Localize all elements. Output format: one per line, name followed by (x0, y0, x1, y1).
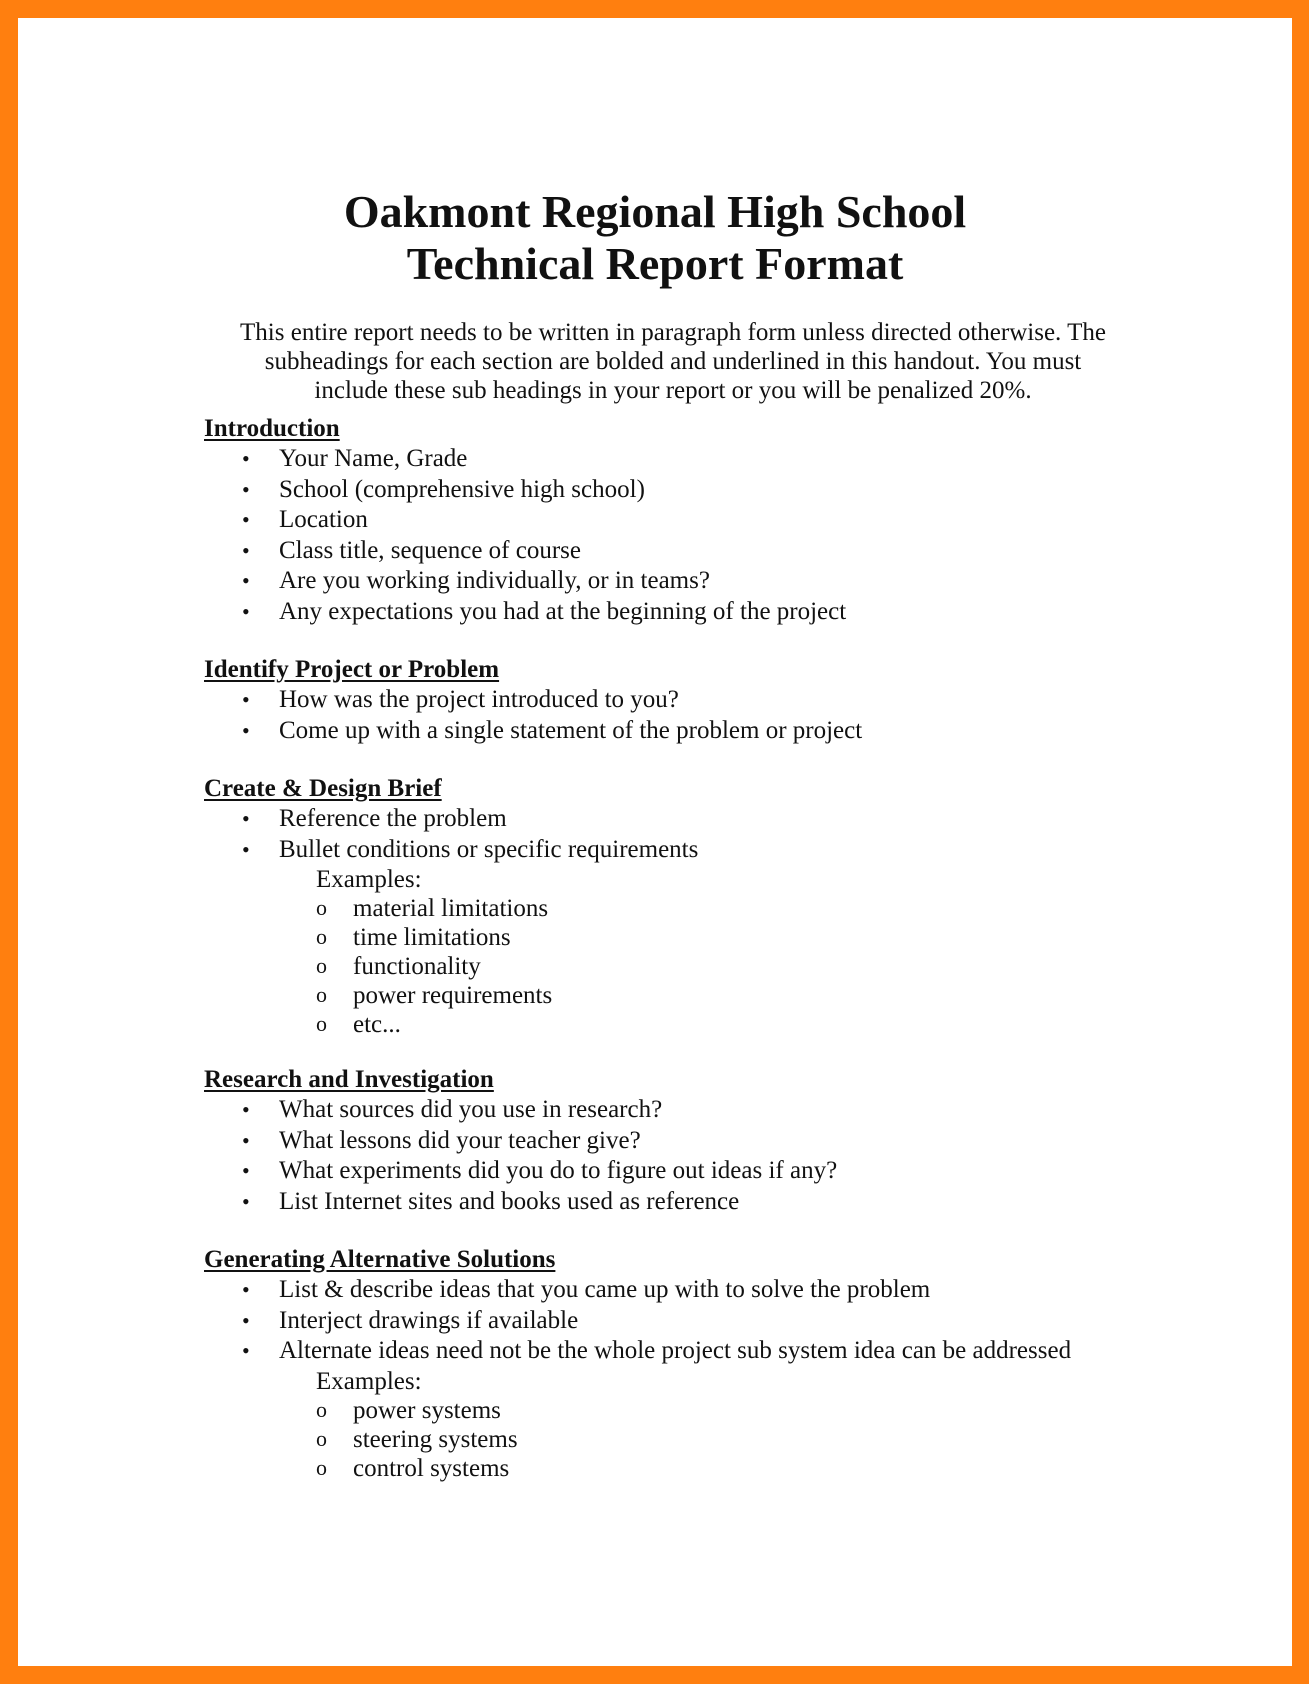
list-item (204, 444, 1204, 475)
list-item (204, 566, 1204, 597)
list-item (204, 804, 1204, 835)
section-heading: Create & Design Brief (204, 775, 442, 802)
list-item-text: Come up with a single statement of the problem or project (279, 716, 863, 744)
section-research (204, 1065, 1204, 1217)
examples-label: Examples: (316, 866, 422, 893)
list-item (204, 475, 1204, 506)
list-item-text: Are you working individually, or in teams? (279, 567, 710, 594)
list-item (204, 1126, 1204, 1157)
list-item-text: Location (279, 506, 368, 533)
list-item-text: List & describe ideas that you came up with to solve the problem (279, 1276, 931, 1303)
intro-line: This entire report needs to be written in paragraph form unless directed otherwise. The (240, 319, 1106, 346)
sub-list-item (204, 1396, 1204, 1425)
sub-list-item-text: steering systems (353, 1425, 518, 1453)
list-item (204, 1156, 1204, 1187)
section-alternative-solutions (204, 1245, 1204, 1483)
list-item-text: Bullet conditions or specific requirements (279, 835, 699, 863)
sub-list-item (204, 894, 1204, 923)
circle-bullet-icon: o (316, 982, 327, 1007)
section-heading: Generating Alternative Solutions (204, 1246, 556, 1273)
intro-line: subheadings for each section are bolded and underlined in this handout. You must (264, 348, 1082, 375)
list-item-text: School (comprehensive high school) (279, 475, 645, 503)
list-item (204, 1187, 1204, 1218)
list-item-text: Alternate ideas need not be the whole project sub system idea can be addressed (279, 1337, 1072, 1364)
bullet-icon: • (242, 537, 250, 563)
list-item (204, 597, 1204, 628)
section-identify-project (204, 655, 1204, 746)
list-item-text: What experiments did you do to figure out ideas if any? (279, 1157, 838, 1184)
bullet-icon: • (242, 1158, 250, 1183)
bullet-icon: • (242, 1127, 250, 1153)
examples-label: Examples: (316, 1367, 422, 1395)
section-introduction (204, 414, 1204, 627)
bullet-icon: • (242, 836, 250, 862)
list-item-text: Interject drawings if available (279, 1306, 579, 1334)
title-line-format: Technical Report Format (406, 238, 904, 289)
list-item (204, 835, 1204, 866)
circle-bullet-icon: o (316, 1425, 327, 1451)
sub-list-item-text: etc... (353, 1011, 401, 1038)
list-item (204, 1095, 1204, 1126)
bullet-icon: • (242, 687, 250, 712)
list-item-text: Your Name, Grade (279, 445, 468, 472)
bullet-icon: • (242, 446, 250, 471)
circle-bullet-icon: o (316, 924, 327, 949)
bullet-icon: • (242, 568, 250, 593)
bullet-icon: • (242, 1097, 250, 1122)
section-heading: Introduction (204, 415, 340, 442)
sub-list-item (204, 1454, 1204, 1483)
list-item-text: Class title, sequence of course (279, 536, 581, 564)
list-item (204, 505, 1204, 536)
circle-bullet-icon: o (316, 1011, 327, 1036)
list-item (204, 1306, 1204, 1337)
bullet-icon: • (242, 507, 250, 532)
list-item-text: Reference the problem (279, 805, 507, 832)
list-item (204, 716, 1204, 747)
list-item-text: List Internet sites and books used as reference (279, 1187, 740, 1215)
list-item-text: Any expectations you had at the beginning of the project (279, 597, 847, 625)
intro-line: include these sub headings in your report or you will be penalized 20%. (314, 377, 1032, 404)
sub-list-item-text: material limitations (353, 895, 549, 922)
bullet-icon: • (242, 1307, 250, 1333)
sub-list-item-text: functionality (353, 953, 481, 980)
sub-list-item-text: power systems (353, 1396, 501, 1424)
intro-paragraph (203, 318, 1143, 405)
sub-list-item (204, 1425, 1204, 1454)
bullet-icon: • (242, 598, 250, 624)
sub-list-item-text: control systems (353, 1454, 510, 1482)
circle-bullet-icon: o (316, 1396, 327, 1422)
list-item-text: What sources did you use in research? (279, 1096, 663, 1123)
list-item (204, 685, 1204, 716)
bullet-icon: • (242, 1188, 250, 1214)
section-heading: Identify Project or Problem (204, 656, 500, 683)
bullet-icon: • (242, 717, 250, 743)
sub-list-item-text: power requirements (353, 982, 553, 1009)
list-item (204, 1336, 1204, 1367)
circle-bullet-icon: o (316, 953, 327, 978)
sub-list-item-text: time limitations (353, 924, 511, 951)
document-page (18, 18, 1292, 1666)
sub-list-item (204, 1010, 1204, 1039)
sub-list-item (204, 952, 1204, 981)
circle-bullet-icon: o (316, 895, 327, 920)
bullet-icon: • (242, 1277, 250, 1302)
circle-bullet-icon: o (316, 1454, 327, 1480)
bullet-icon: • (242, 1338, 250, 1363)
section-heading: Research and Investigation (204, 1066, 494, 1093)
section-design-brief (204, 774, 1204, 1039)
bullet-icon: • (242, 476, 250, 502)
list-item (204, 1275, 1204, 1306)
sub-list-item (204, 981, 1204, 1010)
bullet-icon: • (242, 806, 250, 831)
title-line-school: Oakmont Regional High School (343, 186, 967, 237)
list-item-text: How was the project introduced to you? (279, 686, 679, 713)
sub-list-item (204, 923, 1204, 952)
list-item-text: What lessons did your teacher give? (279, 1126, 641, 1154)
document-title (18, 186, 1292, 290)
list-item (204, 536, 1204, 567)
